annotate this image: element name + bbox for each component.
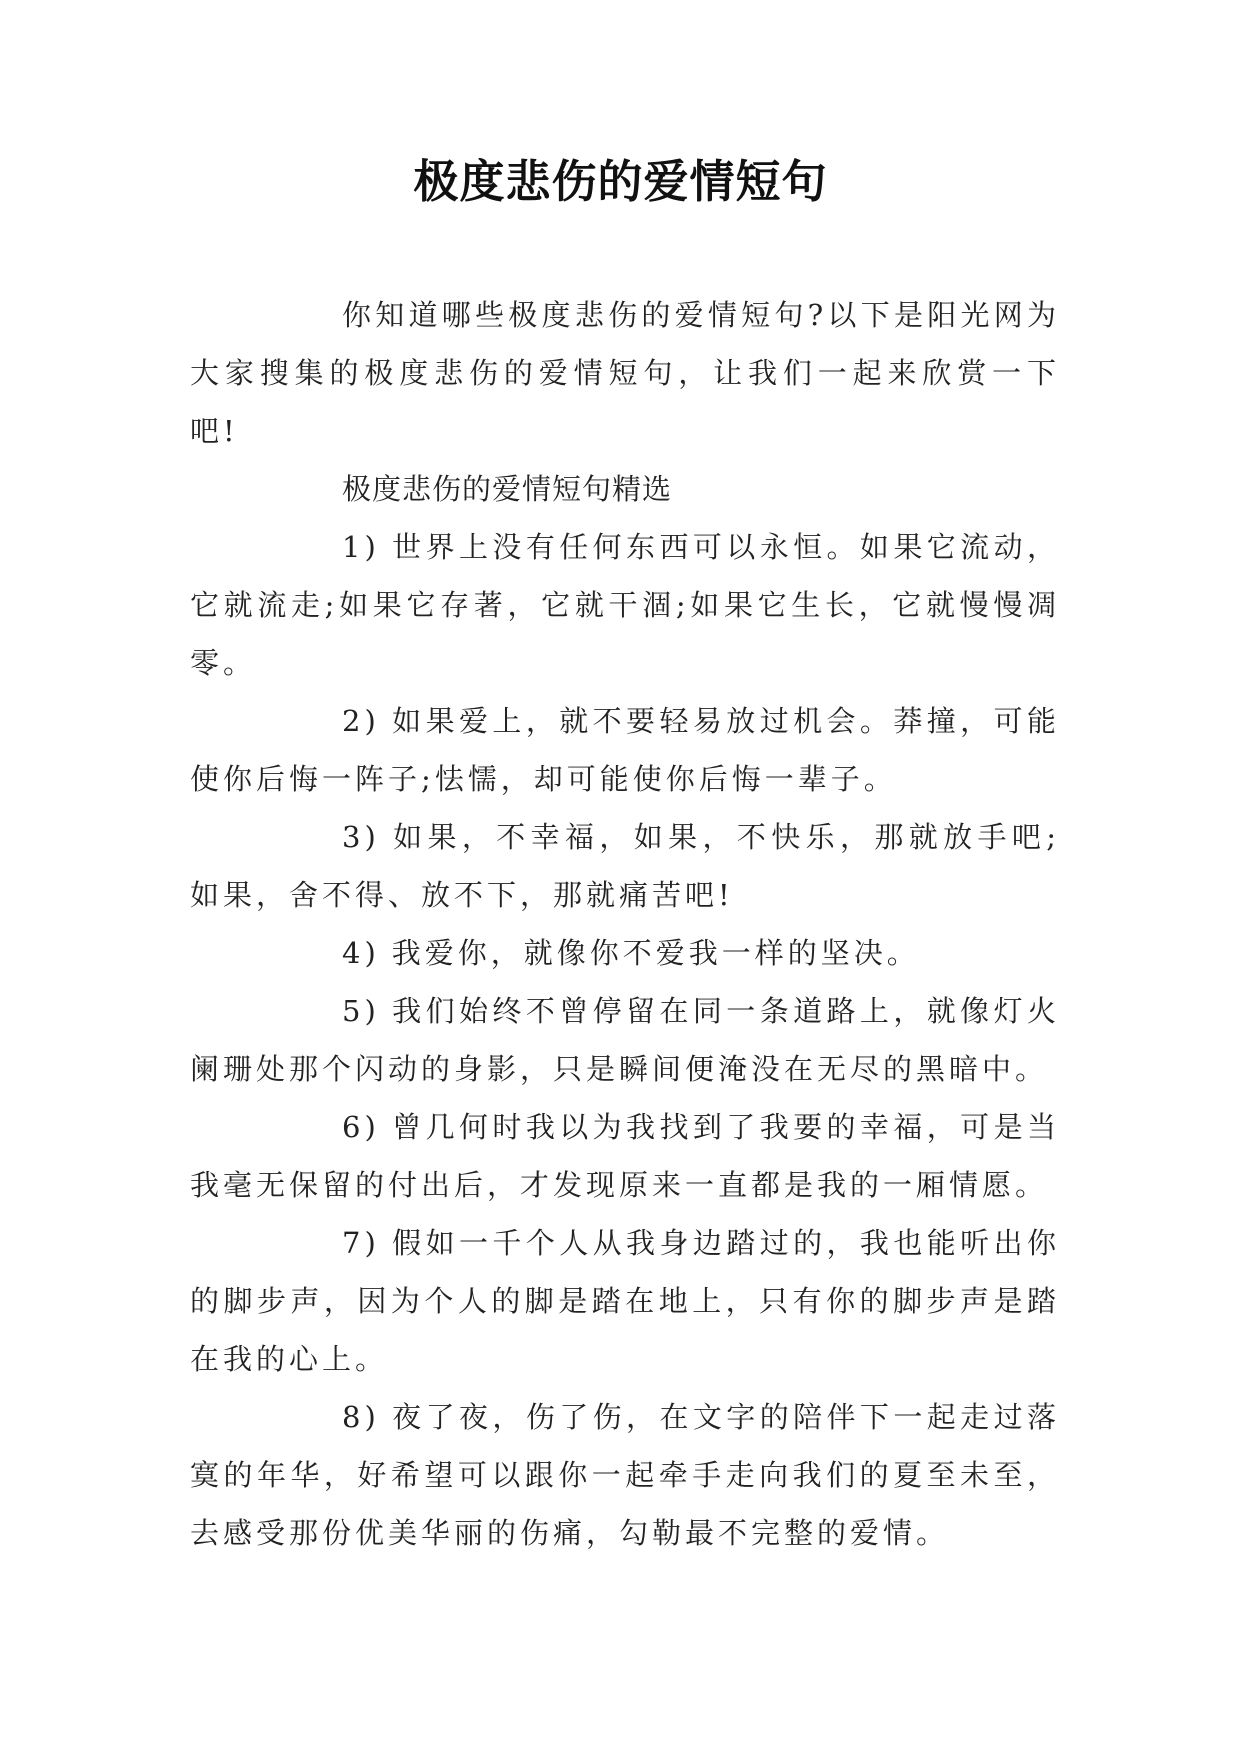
item-number: 5) — [342, 994, 380, 1028]
item-number: 8) — [342, 1400, 380, 1434]
item-number: 2) — [342, 704, 380, 738]
item-text: 如果爱上，就不要轻易放过机会。莽撞，可能使你后悔一阵子;怯懦，却可能使你后悔一辈子。 — [190, 704, 1060, 796]
quote-item-2 — [190, 692, 1060, 808]
item-number: 7) — [342, 1226, 380, 1260]
item-text: 假如一千个人从我身边踏过的，我也能听出你的脚步声，因为个人的脚是踏在地上，只有你的脚步声是踏在我的心上。 — [190, 1226, 1060, 1376]
item-number: 6) — [342, 1110, 380, 1144]
item-number: 1) — [342, 530, 380, 564]
item-text: 我们始终不曾停留在同一条道路上，就像灯火阑珊处那个闪动的身影，只是瞬间便淹没在无尽的黑暗中。 — [190, 994, 1060, 1086]
quote-item-7 — [190, 1214, 1060, 1388]
intro-paragraph: 你知道哪些极度悲伤的爱情短句?以下是阳光网为大家搜集的极度悲伤的爱情短句，让我们一起来欣赏一下吧! — [190, 298, 1060, 448]
item-text: 我爱你，就像你不爱我一样的坚决。 — [391, 936, 920, 970]
page-title: 极度悲伤的爱情短句 — [413, 155, 828, 208]
quote-item-6 — [190, 1098, 1060, 1214]
item-text: 世界上没有任何东西可以永恒。如果它流动，它就流走;如果它存著，它就干涸;如果它生长，它就慢慢凋零。 — [190, 530, 1060, 680]
document-body — [190, 286, 1060, 1562]
quote-item-4 — [190, 924, 1060, 982]
item-text: 夜了夜，伤了伤，在文字的陪伴下一起走过落寞的年华，好希望可以跟你一起牵手走向我们的夏至未至，去感受那份优美华丽的伤痛，勾勒最不完整的爱情。 — [190, 1400, 1060, 1550]
item-number: 3) — [342, 820, 380, 854]
quote-item-3 — [190, 808, 1060, 924]
quote-item-5 — [190, 982, 1060, 1098]
quote-item-1 — [190, 518, 1060, 692]
quote-item-8 — [190, 1388, 1060, 1562]
section-heading: 极度悲伤的爱情短句精选 — [342, 472, 673, 506]
item-text: 如果，不幸福，如果，不快乐，那就放手吧;如果，舍不得、放不下，那就痛苦吧! — [190, 820, 1060, 912]
item-text: 曾几何时我以为我找到了我要的幸福，可是当我毫无保留的付出后，才发现原来一直都是我的一厢情愿。 — [190, 1110, 1060, 1202]
item-number: 4) — [342, 936, 380, 970]
